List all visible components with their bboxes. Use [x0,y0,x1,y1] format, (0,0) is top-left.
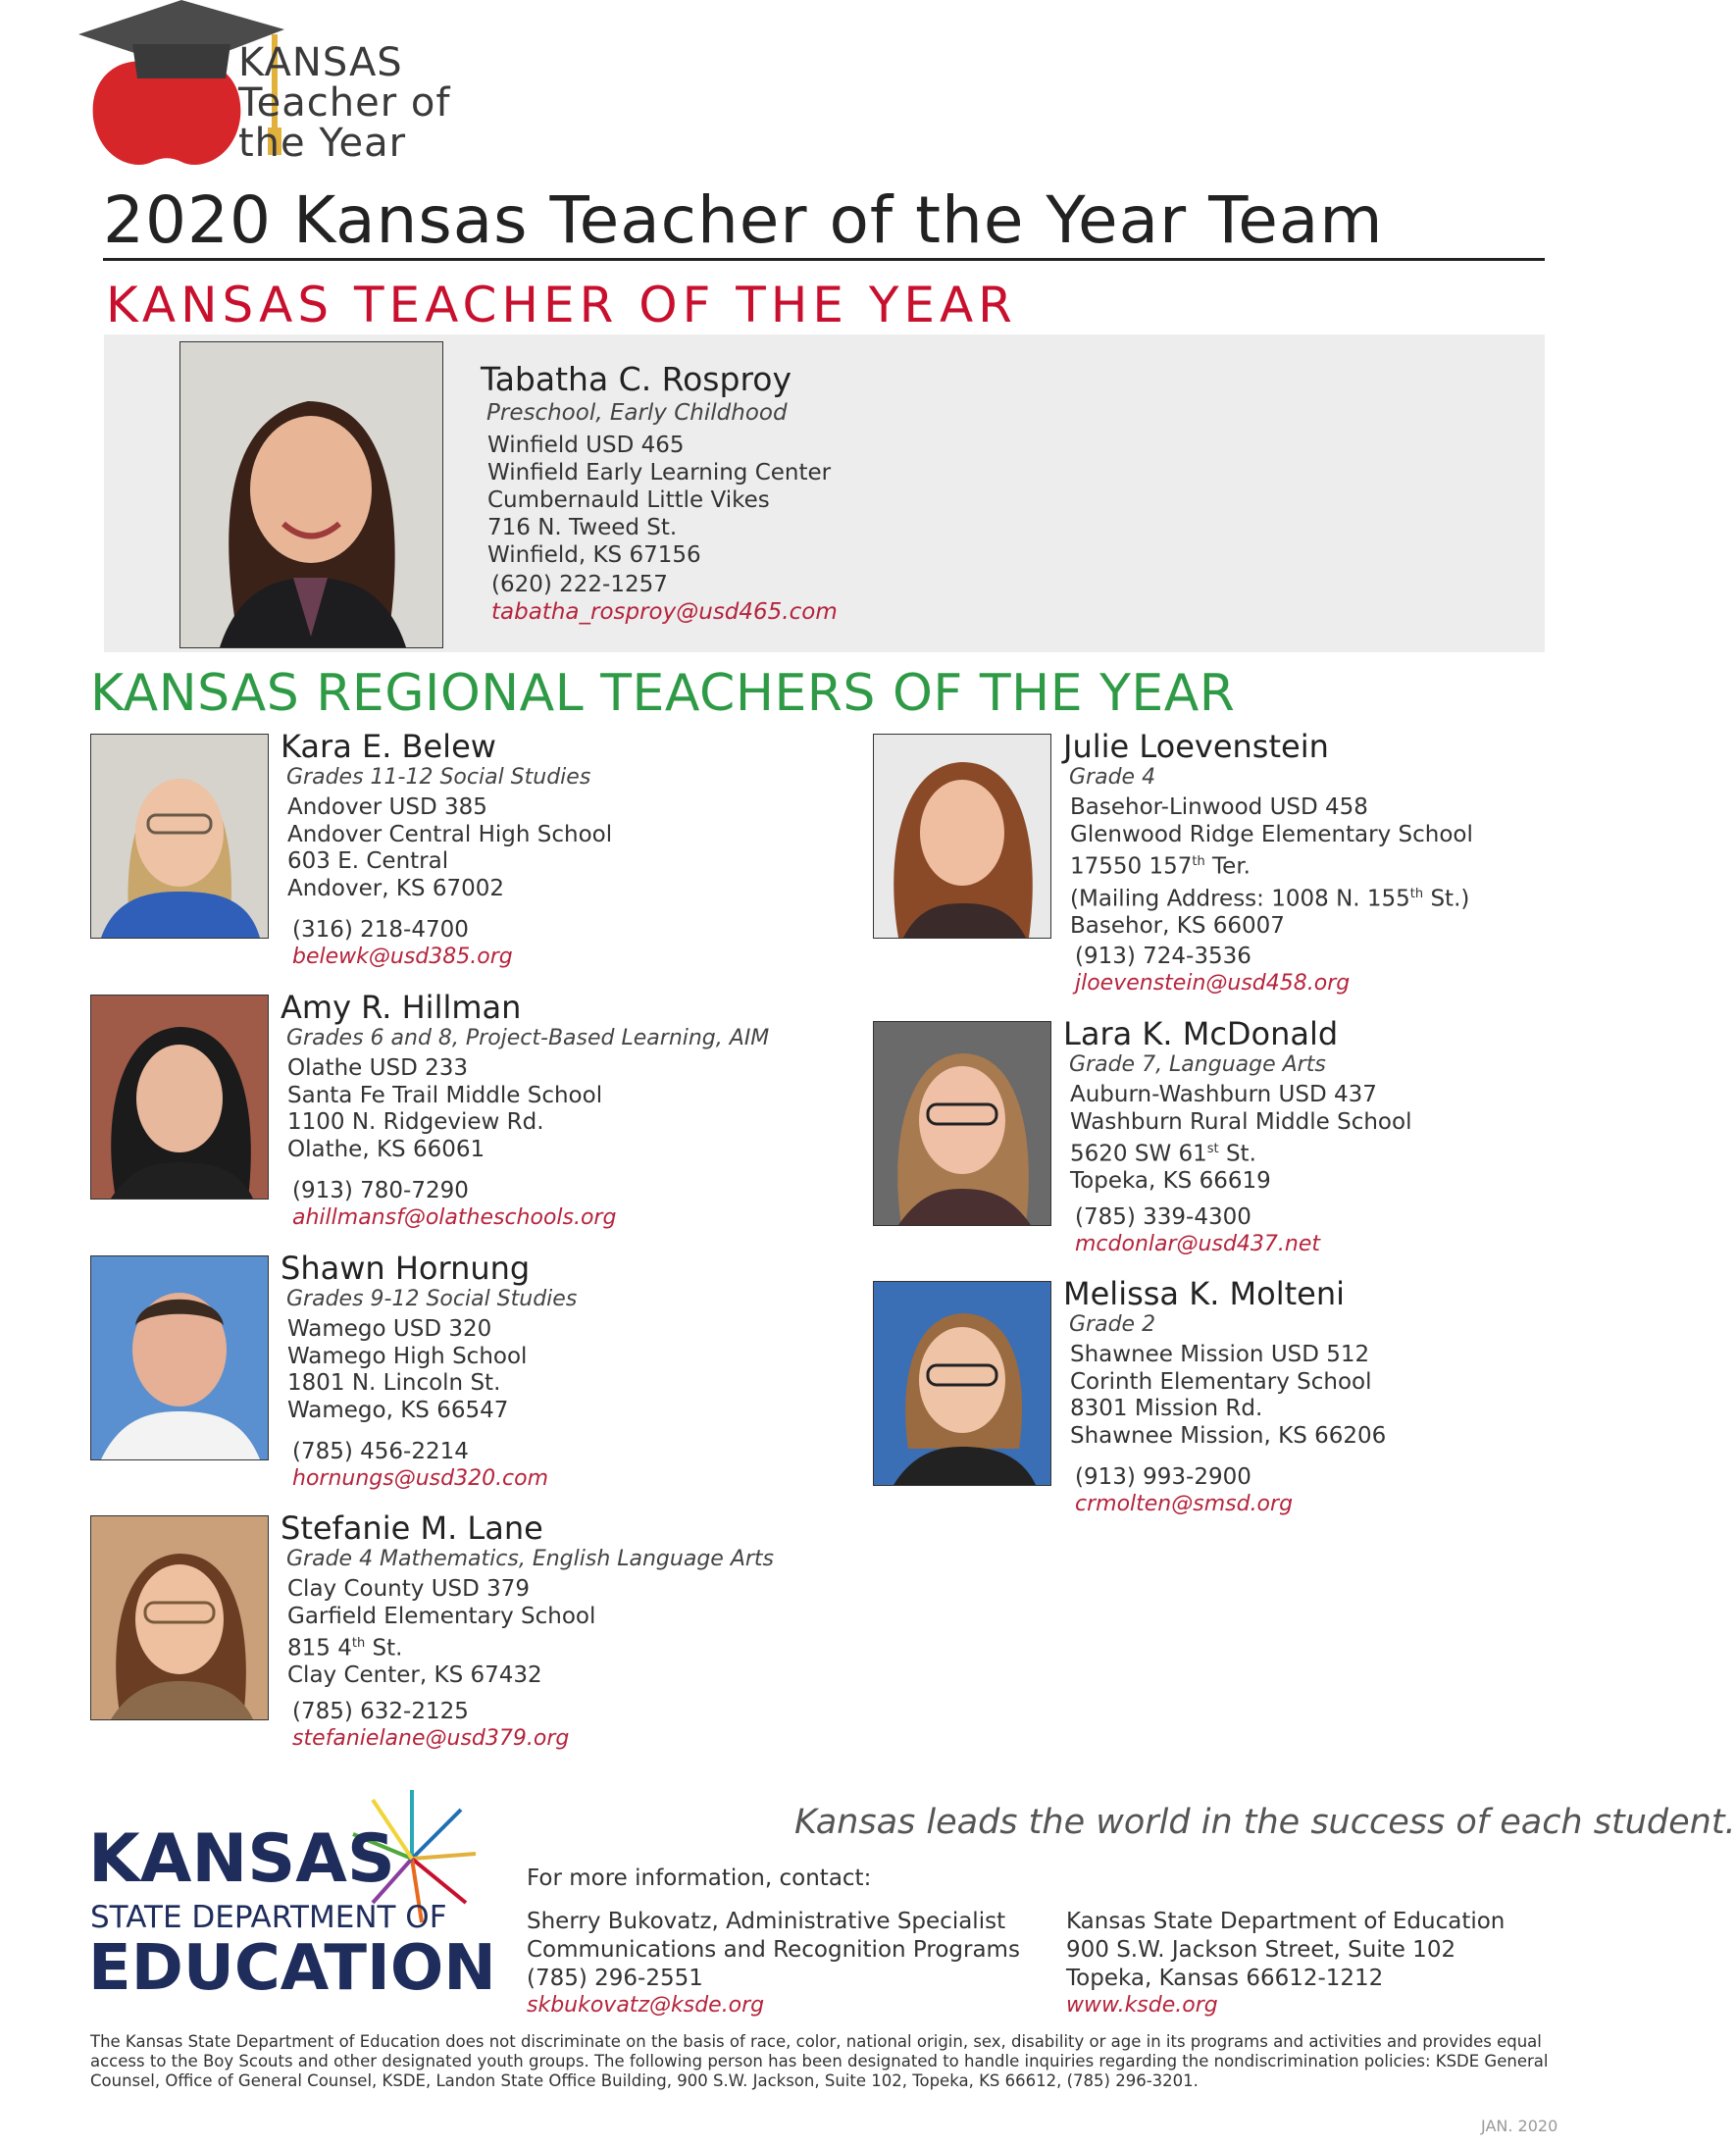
teacher-phone: (785) 632-2125 [292,1699,469,1724]
teacher-city: Clay Center, KS 67432 [287,1662,542,1689]
teacher-email-link[interactable]: jloevenstein@usd458.org [1075,971,1351,996]
teacher-phone: (316) 218-4700 [292,917,469,943]
toty-role: Preschool, Early Childhood [486,400,788,426]
teacher-role: Grade 2 [1069,1312,1156,1337]
teacher-city: Topeka, KS 66619 [1070,1168,1271,1195]
teacher-email-link[interactable]: ahillmansf@olatheschools.org [292,1205,617,1230]
teacher-district: Clay County USD 379 [287,1576,531,1602]
rosproy-portrait-photo [179,341,443,648]
toty-school-2: Cumbernauld Little Vikes [487,487,770,513]
teacher-email-link[interactable]: hornungs@usd320.com [292,1466,549,1491]
logo-wordmark [238,40,451,166]
nondiscrimination-disclaimer: The Kansas State Department of Education does not discriminate on the basis of race, color, national origin, sex, disability or age in its programs and activities and provides equal access to the Boy Scouts and other designated youth groups. The following person has been designated to handle inquiries regarding the nondiscrimination policies: KSDE General Counsel, Office of General Counsel, KSDE, Landon State Office Building, 900 S.W. Jackson, Suite 102, Topeka, KS 66612, (785) 296-3201. [90,2032,1549,2090]
teacher-phone: (785) 456-2214 [292,1439,469,1464]
ksde-logo-line-1: KANSAS [88,1820,395,1898]
ksde-logo-line-2: STATE DEPARTMENT OF [90,1900,447,1935]
contact-name: Sherry Bukovatz, Administrative Specialist [527,1909,1006,1934]
teacher-address [287,1576,595,1690]
teacher-city: Olathe, KS 66061 [287,1136,485,1162]
teacher-of-year-heading: KANSAS TEACHER OF THE YEAR [106,277,1017,333]
regional-heading: KANSAS REGIONAL TEACHERS OF THE YEAR [90,664,1236,723]
teacher-address [287,1055,602,1163]
teacher-address [287,794,612,902]
toty-school: Winfield Early Learning Center [487,460,832,486]
title-divider [103,258,1545,261]
teacher-phone: (913) 724-3536 [1075,944,1251,969]
teacher-school: Wamego High School [287,1343,528,1369]
ksde-logo-line-3: EDUCATION [88,1932,496,2005]
teacher-street: 8301 Mission Rd. [1070,1396,1263,1421]
teacher-role: Grades 9-12 Social Studies [286,1287,578,1311]
agency-website-link[interactable]: www.ksde.org [1066,1993,1218,2018]
teacher-name: Lara K. McDonald [1063,1015,1339,1052]
agency-address-block [1066,1908,1505,1993]
hornung-portrait-photo [90,1255,269,1460]
teacher-district: Basehor-Linwood USD 458 [1070,794,1368,820]
teacher-role: Grades 6 and 8, Project-Based Learning, AIM [286,1026,770,1050]
teacher-name: Julie Loevenstein [1063,728,1329,765]
agency-name: Kansas State Department of Education [1066,1909,1506,1934]
lane-portrait-photo [90,1515,269,1720]
contact-phone: (785) 296-2551 [527,1966,703,1991]
molteni-portrait-photo [873,1281,1051,1486]
teacher-role: Grade 4 Mathematics, English Language Arts [286,1547,774,1571]
contact-person-block [527,1908,1020,1993]
teacher-phone: (913) 780-7290 [292,1178,469,1203]
teacher-role: Grade 4 [1069,765,1156,790]
belew-portrait-photo [90,734,269,939]
contact-email-link[interactable]: skbukovatz@ksde.org [527,1993,765,2018]
teacher-address [1070,1342,1386,1450]
toty-address [487,432,831,569]
teacher-city: Basehor, KS 66007 [1070,913,1285,940]
toty-district: Winfield USD 465 [487,433,685,458]
teacher-name: Amy R. Hillman [281,989,522,1026]
logo-line-2: Teacher of [238,80,451,126]
teacher-email-link[interactable]: mcdonlar@usd437.net [1075,1232,1320,1256]
toty-city: Winfield, KS 67156 [487,542,701,568]
teacher-city: Andover, KS 67002 [287,875,504,901]
toty-name: Tabatha C. Rosproy [481,360,792,398]
teacher-school: Santa Fe Trail Middle School [287,1082,603,1108]
teacher-address [287,1316,527,1424]
toty-street: 716 N. Tweed St. [487,515,678,540]
teacher-role: Grades 11-12 Social Studies [286,765,591,790]
teacher-school: Garfield Elementary School [287,1603,596,1629]
teacher-email-link[interactable]: stefanielane@usd379.org [292,1726,570,1751]
teacher-phone: (913) 993-2900 [1075,1464,1251,1490]
loevenstein-portrait-photo [873,734,1051,939]
teacher-phone: (785) 339-4300 [1075,1204,1251,1230]
teacher-street: 1100 N. Ridgeview Rd. [287,1109,544,1135]
teacher-address [1070,794,1473,941]
teacher-street: 815 4th St. [287,1635,403,1661]
teacher-district: Shawnee Mission USD 512 [1070,1342,1370,1367]
teacher-address [1070,1082,1411,1196]
ksde-logo-icon [88,1765,500,2005]
contact-department: Communications and Recognition Programs [527,1937,1020,1963]
teacher-street: 603 E. Central [287,848,449,874]
teacher-role: Grade 7, Language Arts [1069,1052,1326,1077]
teacher-street: 5620 SW 61st St. [1070,1141,1256,1167]
teacher-city: Wamego, KS 66547 [287,1397,509,1423]
teacher-email-link[interactable]: crmolten@smsd.org [1075,1492,1294,1516]
teacher-district: Olathe USD 233 [287,1055,468,1081]
agency-street: 900 S.W. Jackson Street, Suite 102 [1066,1937,1456,1963]
teacher-school: Glenwood Ridge Elementary School [1070,821,1473,847]
page-title: 2020 Kansas Teacher of the Year Team [103,182,1384,258]
teacher-name: Shawn Hornung [281,1250,531,1287]
contact-intro: For more information, contact: [527,1866,872,1891]
hillman-portrait-photo [90,995,269,1200]
teacher-street: 1801 N. Lincoln St. [287,1370,501,1396]
agency-city: Topeka, Kansas 66612-1212 [1066,1966,1384,1991]
teacher-district: Andover USD 385 [287,794,487,820]
teacher-city: Shawnee Mission, KS 66206 [1070,1422,1387,1449]
teacher-name: Stefanie M. Lane [281,1509,543,1547]
teacher-email-link[interactable]: belewk@usd385.org [292,945,513,969]
toty-email-link[interactable]: tabatha_rosproy@usd465.com [491,599,838,625]
teacher-school: Andover Central High School [287,821,613,847]
teacher-district: Wamego USD 320 [287,1316,492,1342]
logo-line-3: the Year [238,121,407,166]
mcdonald-portrait-photo [873,1021,1051,1226]
teacher-mailing-address: (Mailing Address: 1008 N. 155th St.) [1070,886,1470,912]
toty-phone: (620) 222-1257 [491,572,668,597]
teacher-name: Kara E. Belew [281,728,496,765]
teacher-district: Auburn-Washburn USD 437 [1070,1082,1377,1107]
logo-line-1: KANSAS [238,40,403,85]
teacher-school: Washburn Rural Middle School [1070,1108,1412,1135]
teacher-street: 17550 157th Ter. [1070,853,1251,880]
mission-tagline: Kansas leads the world in the success of each student. [794,1803,1736,1842]
teacher-school: Corinth Elementary School [1070,1368,1372,1395]
date-stamp: JAN. 2020 [1481,2117,1558,2135]
teacher-name: Melissa K. Molteni [1063,1275,1346,1312]
